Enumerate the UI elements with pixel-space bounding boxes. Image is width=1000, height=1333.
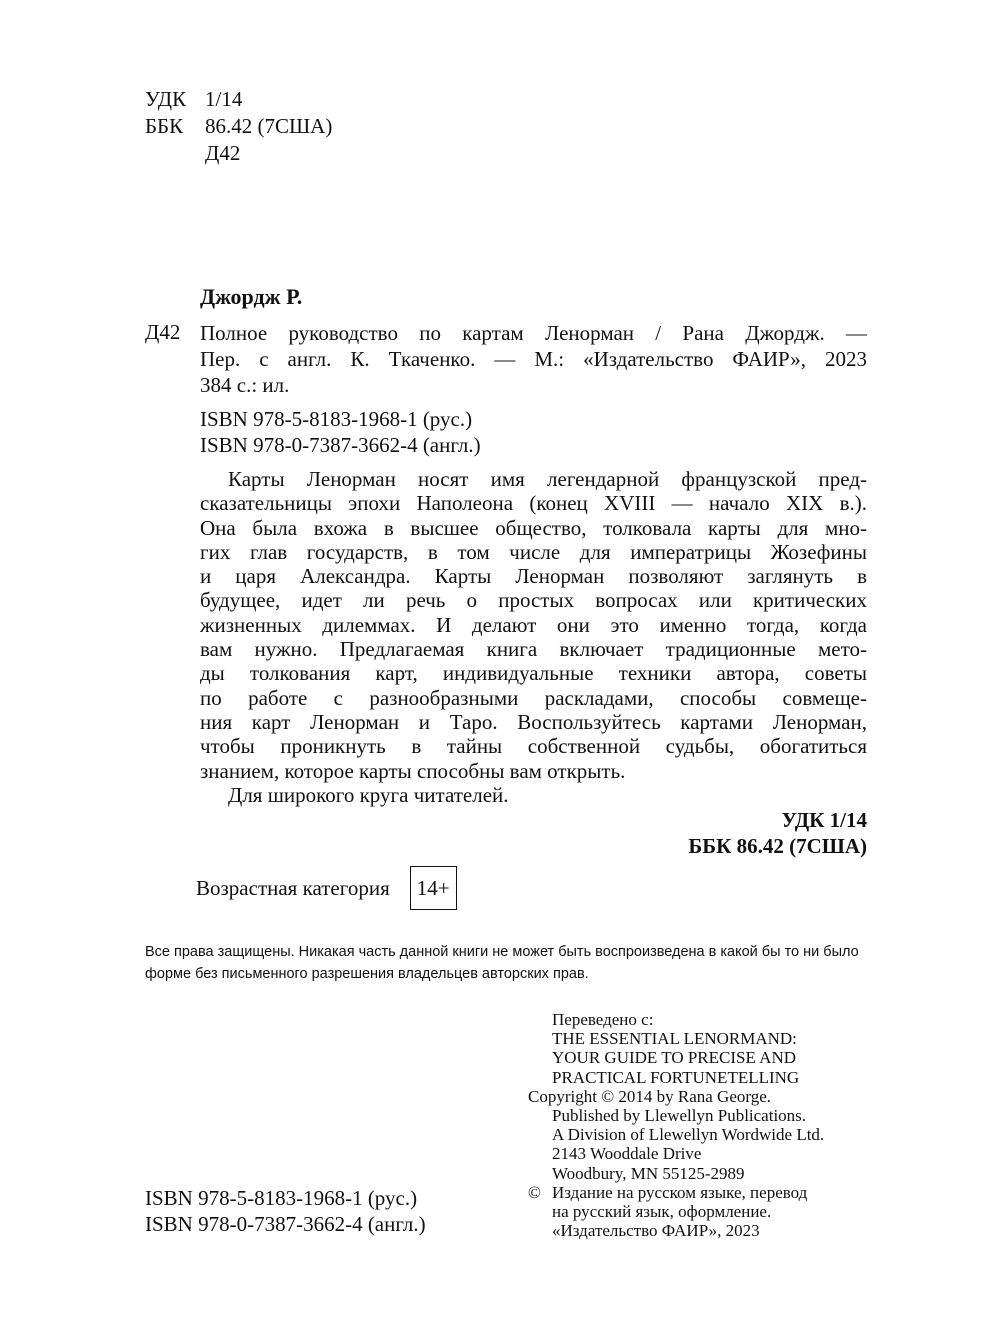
author-code: Д42	[205, 141, 241, 165]
bbk-label: ББК	[145, 114, 184, 138]
annotation-audience: Для широкого круга читателей.	[228, 782, 509, 807]
isbn-english: ISBN 978-0-7387-3662-4 (англ.)	[200, 433, 481, 457]
bbk-row	[145, 113, 332, 140]
bibliographic-entry	[200, 320, 867, 398]
udk-value: 1/14	[205, 87, 243, 111]
bibliographic-line: 384 с.: ил.	[200, 373, 290, 397]
publisher-line: A Division of Llewellyn Wordwide Ltd.	[552, 1125, 825, 1145]
publisher-line: Published by Llewellyn Publications.	[552, 1106, 807, 1126]
udk-right: УДК 1/14	[781, 808, 867, 832]
isbn-russian: ISBN 978-5-8183-1968-1 (рус.)	[200, 407, 473, 431]
author-code-row	[145, 140, 332, 167]
annotation	[200, 467, 867, 807]
annotation-line: чтобы проникнуть в тайны собственной судьбы, обогатиться	[200, 734, 867, 759]
translated-from-label: Переведено с:	[552, 1010, 654, 1029]
age-category	[196, 866, 457, 910]
annotation-line: будущее, идет ли речь о простых вопросах или критических	[200, 588, 867, 613]
isbn-block	[200, 406, 481, 458]
bbk-value: 86.42 (7США)	[205, 114, 333, 138]
isbn-block-bottom	[145, 1185, 426, 1237]
annotation-line: гих глав государств, в том числе для императрицы Жозефины	[200, 539, 867, 564]
russian-copyright-line: «Издательство ФАИР», 2023	[552, 1221, 760, 1241]
annotation-line: вам нужно. Предлагаемая книга включает традиционные мето-	[200, 637, 867, 662]
original-title-line: PRACTICAL FORTUNETELLING	[552, 1067, 800, 1087]
isbn-english-bottom: ISBN 978-0-7387-3662-4 (англ.)	[145, 1212, 426, 1236]
udk-label: УДК	[145, 87, 187, 111]
classification-block-top	[145, 86, 332, 167]
bbk-right: ББК 86.42 (7США)	[688, 834, 867, 858]
classification-block-right	[688, 807, 867, 859]
annotation-line: ды толкования карт, индивидуальные техники автора, советы	[200, 661, 867, 686]
annotation-line: и царя Александра. Карты Ленорман позволяют заглянуть в	[200, 564, 867, 589]
original-copyright: Copyright © 2014 by Rana George.	[528, 1086, 772, 1106]
udk-row	[145, 86, 332, 113]
annotation-line: знанием, которое карты способны вам открыть.	[200, 758, 626, 783]
annotation-line: Карты Ленорман носят имя легендарной французской пред-	[228, 467, 867, 491]
annotation-line: Она была вхожа в высшее общество, толковала карты для мно-	[200, 515, 867, 540]
isbn-russian-bottom: ISBN 978-5-8183-1968-1 (рус.)	[145, 1186, 418, 1210]
annotation-line: жизненных дилеммах. И делают они это именно тогда, когда	[200, 612, 867, 637]
annotation-line: сказательницы эпохи Наполеона (конец XVIII — начало XIX в.).	[200, 491, 867, 516]
publisher-line: Woodbury, MN 55125-2989	[552, 1163, 745, 1183]
russian-copyright-line: Издание на русском языке, перевод	[552, 1182, 808, 1202]
russian-copyright-row	[528, 1183, 824, 1202]
russian-copyright-line: на русский язык, оформление.	[552, 1202, 772, 1222]
age-rating-badge: 14+	[410, 866, 457, 910]
original-title-line: YOUR GUIDE TO PRECISE AND	[552, 1048, 797, 1068]
copyright-symbol: ©	[528, 1182, 541, 1202]
rights-notice: Все права защищены. Никакая часть данной книги не может быть воспроизведена в какой бы то ни было форме без письменного разрешения владельцев авторских прав.	[145, 944, 859, 982]
original-title-line: THE ESSENTIAL LENORMAND:	[552, 1029, 797, 1049]
bibliographic-code: Д42	[145, 320, 181, 344]
annotation-line: ния карт Ленорман и Таро. Воспользуйтесь картами Ленорман,	[200, 709, 867, 734]
publisher-line: 2143 Wooddale Drive	[552, 1144, 702, 1164]
author-name: Джордж Р.	[200, 284, 303, 309]
bibliographic-line: Полное руководство по картам Ленорман / Рана Джордж. —	[200, 321, 867, 345]
bibliographic-line: Пер. с англ. К. Ткаченко. — М.: «Издательство ФАИР», 2023	[200, 347, 867, 371]
translation-info	[528, 1010, 824, 1240]
age-category-label: Возрастная категория	[196, 875, 390, 900]
annotation-line: по работе с разнообразными раскладами, способы совмеще-	[200, 685, 867, 710]
